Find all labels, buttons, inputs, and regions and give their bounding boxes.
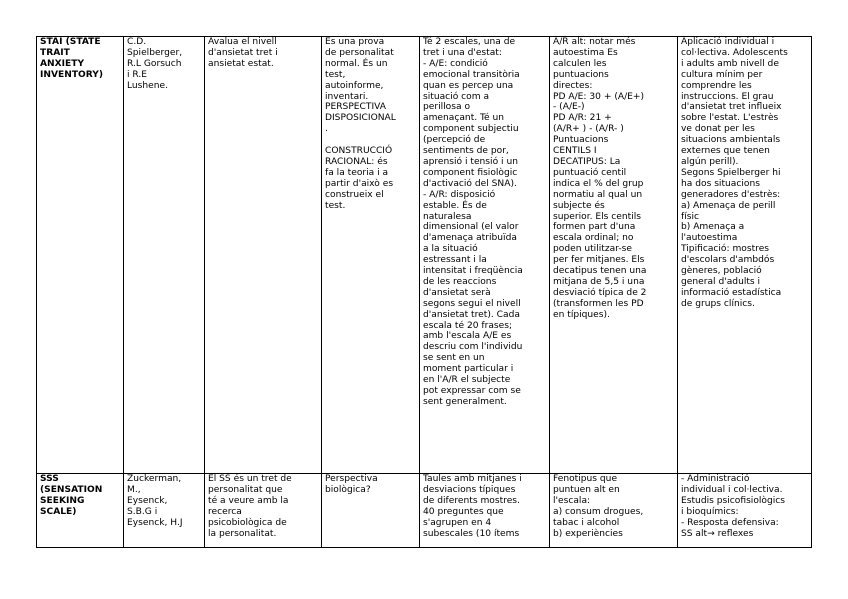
theory-cell	[322, 37, 420, 474]
scoring-text: A/R alt: notar més autoestima Es calculen les puntuacions directes: PD A/E: 30 + (A/E+) - (A/E-) PD A/R: 21 + (A/R+ ) - (A/R- ) Puntuacions CENTILS I DECATIPUS: La puntuació centil indica el % del grup normatiu al qual un subjecte és superior. Els centils formen part d'una escala ordinal; no poden utilitzar-se per fer mitjanes. Els decatipus tenen una mitjana de 5,5 i una desviació típica de 2 (transformen les PD en típiques).	[553, 37, 647, 320]
scoring-cell	[550, 37, 678, 474]
test-name-cell	[37, 37, 124, 474]
description-text: Taules amb mitjanes i desviacions típiques de diferents mostres. 40 preguntes que s'agrupen en 4 subescales (10 ítems	[423, 474, 522, 539]
objective-text: Avalua el nivell d'ansietat tret i ansietat estat.	[208, 37, 278, 69]
description-text: Té 2 escales, una de tret i una d'estat: - A/E: condició emocional transitòria quan es percep una situació com a perillosa o amenaçant. Té un component subjectiu (percepció de sentiments de por, aprensió i tensió i un component fisiològic d'activació del SNA). - A/R: disposició estable. És de naturalesa dimensional (el valor d'amenaça atribuïda a la situació estressant i la intensitat i freqüència de les reaccions d'ansietat serà segons segui el nivell d'ansietat tret). Cada escala té 20 frases; amb l'escala A/E es descriu com l'individu se sent en un moment particular i en l'A/R el subjecte pot expressar com se sent generalment.	[423, 37, 523, 407]
theory-cell	[322, 474, 420, 548]
authors-cell	[124, 37, 205, 474]
description-cell	[420, 37, 550, 474]
description-cell	[420, 474, 550, 548]
objective-cell	[205, 474, 322, 548]
test-name: SSS (SENSATION SEEKING SCALE)	[40, 474, 103, 517]
test-name: STAI (STATE TRAIT ANXIETY INVENTORY)	[40, 37, 104, 80]
test-summary-table	[36, 36, 812, 548]
scoring-text: Fenotipus que puntuen alt en l'escala: a) consum drogues, tabac i alcohol b) experiències	[553, 474, 644, 539]
application-cell	[678, 474, 812, 548]
authors-cell	[124, 474, 205, 548]
theory-text: Perspectiva biològica?	[325, 474, 378, 495]
table-row-stai	[37, 37, 812, 474]
theory-text: És una prova de personalitat normal. És un test, autoinforme, inventari. PERSPECTIVA DISPOSICIONAL . CONSTRUCCIÓ RACIONAL: és fa la teoria i a partir d'això es construeix el test.	[325, 37, 396, 211]
table-row-sss	[37, 474, 812, 548]
authors-text: C.D. Spielberger, R.L Gorsuch i R.E Lushene.	[127, 37, 183, 91]
scoring-cell	[550, 474, 678, 548]
objective-text: El SS és un tret de personalitat que té a veure amb la recerca psicobiològica de la personalitat.	[208, 474, 292, 539]
objective-cell	[205, 37, 322, 474]
application-cell	[678, 37, 812, 474]
authors-text: Zuckerman, M., Eysenck, S.B.G i Eysenck, H.J	[127, 474, 183, 528]
application-text: Aplicació individual i col·lectiva. Adolescents i adults amb nivell de cultura mínim per comprendre les instruccions. El grau d'ansietat tret influeix sobre l'estat. L'estrès ve donat per les situacions ambientals externes que tenen algún perill). Segons Spielberger hi ha dos situacions generadores d'estrès: a) Amenaça de perill físic b) Amenaça a l'autoestima Tipificació: mostres d'escolars d'ambdós gèneres, població general d'adults i informació estadística de grups clínics.	[681, 37, 788, 309]
test-name-cell	[37, 474, 124, 548]
application-text: - Administració individual i col·lectiva. Estudis psicofisiològics i bioquímics: - Resposta defensiva: SS alt→ reflexes	[681, 474, 786, 539]
